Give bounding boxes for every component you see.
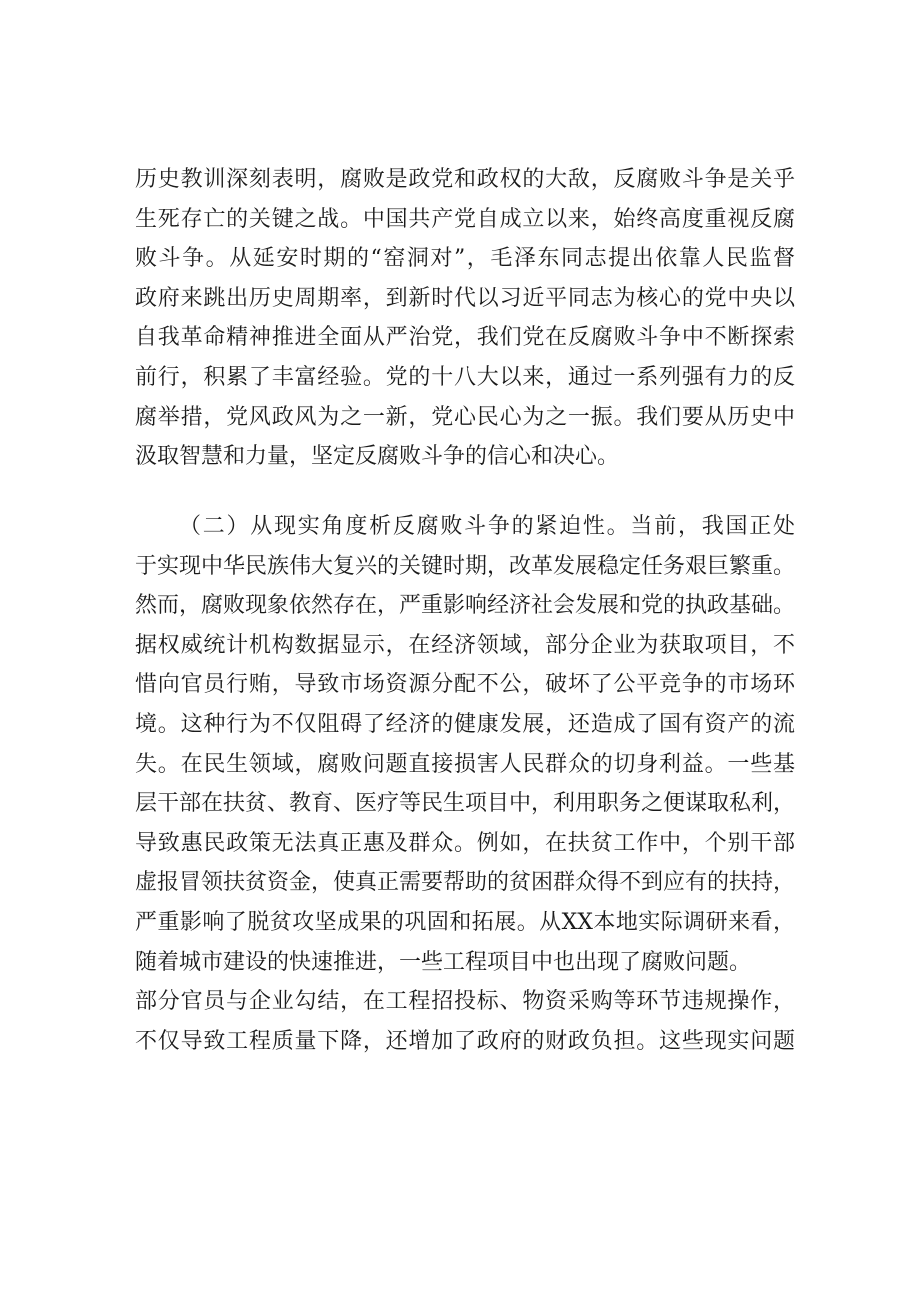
text-line: 于实现中华民族伟大复兴的关键时期，改革发展稳定任务艰巨繁重。 [135,553,796,579]
text-line: 腐举措，党风政风为之一新，党心民心为之一振。我们要从历史中 [135,404,795,430]
text-line: 败斗争。从延安时期的“窑洞对”，毛泽东同志提出依靠人民监督 [135,246,795,272]
text-line: 导致惠民政策无法真正惠及群众。例如，在扶贫工作中，个别干部 [135,830,795,856]
text-line: 随着城市建设的快速推进，一些工程项目中也出现了腐败问题。 [135,949,752,975]
paragraph-current-urgency [135,507,795,1061]
text-line: 严重影响了脱贫攻坚成果的巩固和拓展。从XX本地实际调研来看， [135,909,795,935]
text-line: 前行，积累了丰富经验。党的十八大以来，通过一系列强有力的反 [135,364,795,390]
text-line: 不仅导致工程质量下降，还增加了政府的财政负担。这些现实问题 [135,1028,795,1054]
text-line: 生死存亡的关键之战。中国共产党自成立以来，始终高度重视反腐 [135,206,795,232]
paragraph-historical-lessons [135,160,795,477]
text-line: 政府来跳出历史周期率，到新时代以习近平同志为核心的党中央以 [135,285,795,311]
text-line: 然而，腐败现象依然存在，严重影响经济社会发展和党的执政基础。 [135,593,796,619]
section-heading-line: （二）从现实角度析反腐败斗争的紧迫性。当前，我国正处 [179,514,795,539]
text-line: 层干部在扶贫、教育、医疗等民生项目中，利用职务之便谋取私利， [135,791,796,817]
text-line: 境。这种行为不仅阻碍了经济的健康发展，还造成了国有资产的流 [135,711,795,737]
text-line: 历史教训深刻表明，腐败是政党和政权的大敌，反腐败斗争是关乎 [135,167,795,192]
text-line: 据权威统计机构数据显示，在经济领域，部分企业为获取项目，不 [135,632,795,658]
text-line: 失。在民生领域，腐败问题直接损害人民群众的切身利益。一些基 [135,751,795,777]
text-line: 虚报冒领扶贫资金，使真正需要帮助的贫困群众得不到应有的扶持， [135,870,796,896]
text-line: 自我革命精神推进全面从严治党，我们党在反腐败斗争中不断探索 [135,325,795,351]
text-line: 惜向官员行贿，导致市场资源分配不公，破坏了公平竞争的市场环 [135,672,795,698]
text-line: 汲取智慧和力量，坚定反腐败斗争的信心和决心。 [135,444,620,470]
text-line: 部分官员与企业勾结，在工程招投标、物资采购等环节违规操作， [135,989,795,1015]
